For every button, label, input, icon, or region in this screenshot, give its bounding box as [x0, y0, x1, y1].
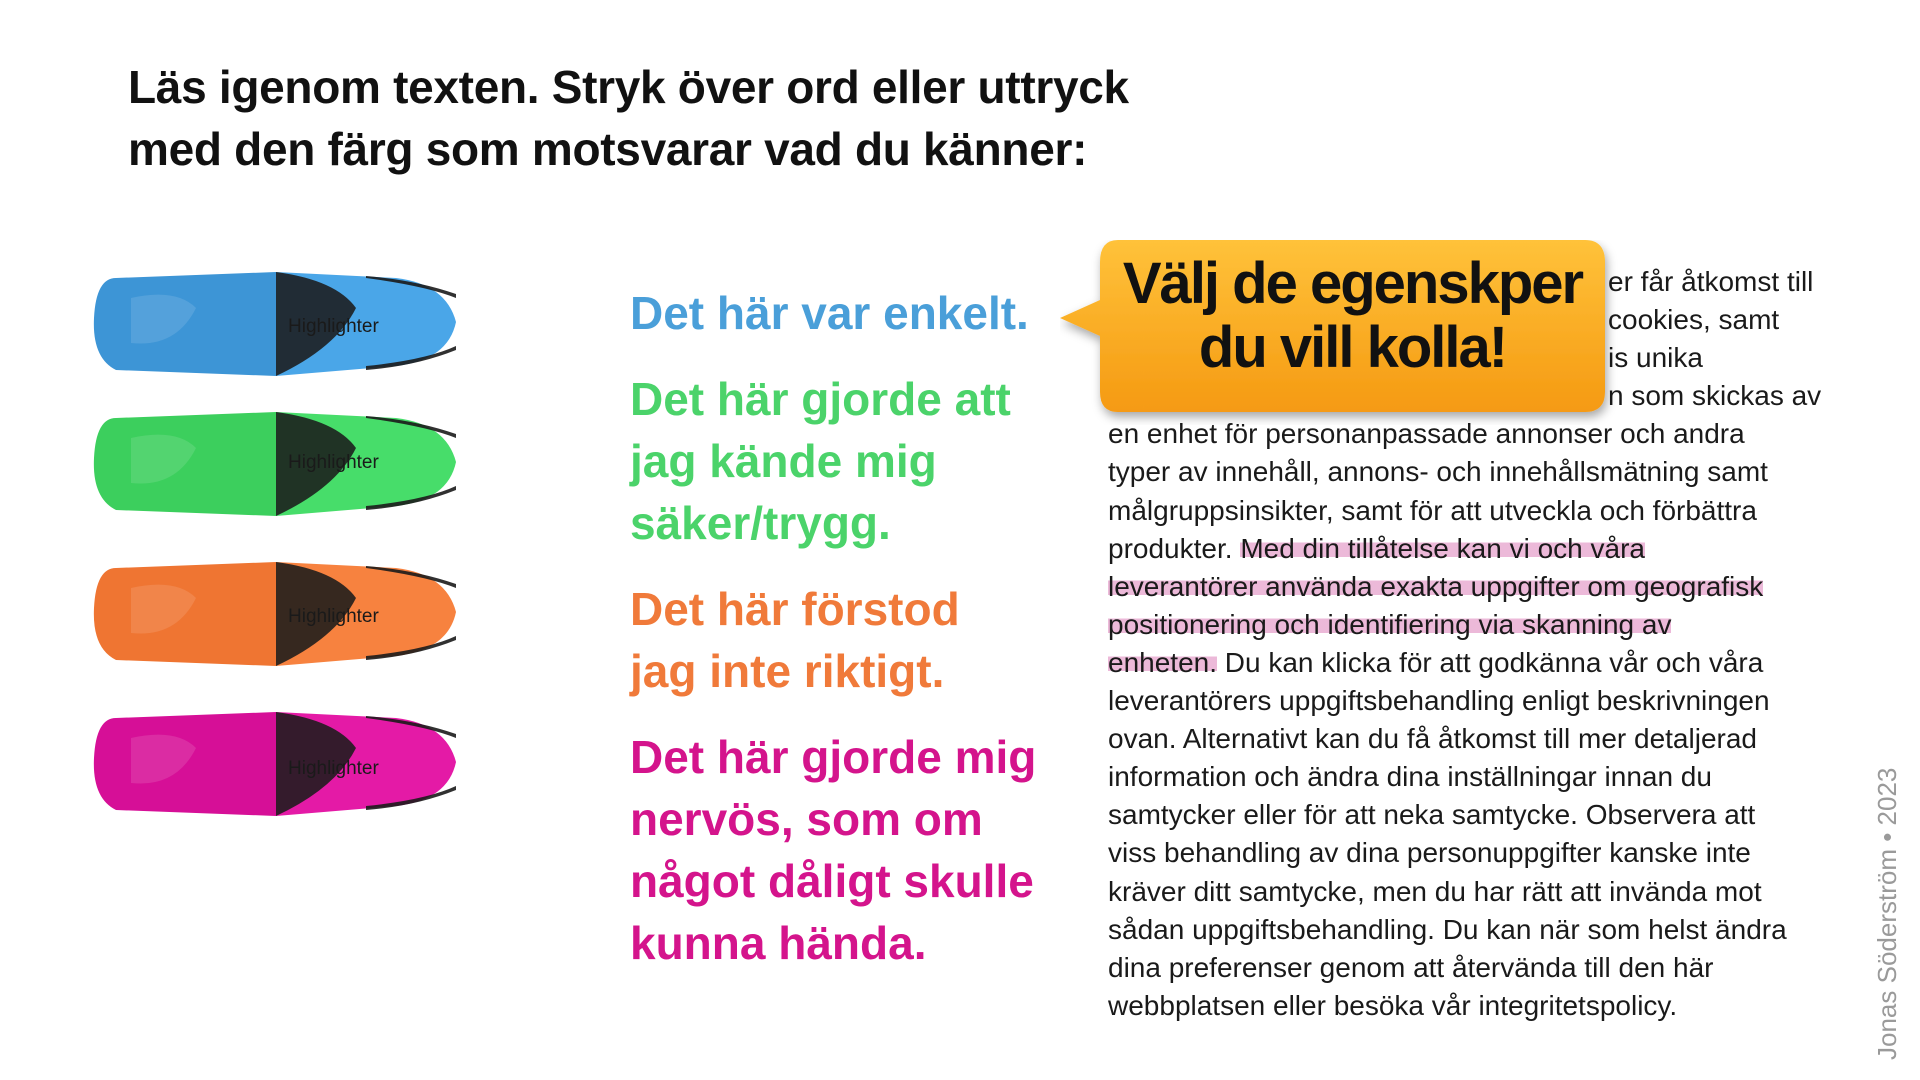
text-line: viss behandling av dina personuppgifter kanske inte	[1108, 837, 1751, 869]
text-line	[1108, 644, 1848, 682]
marker-label: Highlighter	[288, 758, 379, 779]
text-line: leverantörers uppgiftsbehandling enligt beskrivningen	[1108, 685, 1770, 717]
heading-line-2: med den färg som motsvarar vad du känner:	[128, 123, 1088, 175]
text-fragment: produkter.	[1108, 532, 1241, 564]
highlighted-text: positionering och identifiering via skanning av	[1108, 608, 1672, 640]
text-line: dina preferenser genom att återvända till den här	[1108, 951, 1714, 983]
legend-blue	[630, 282, 1070, 344]
highlighted-text: Med din tillåtelse kan vi och våra	[1240, 532, 1645, 564]
text-line	[1108, 530, 1848, 568]
highlighted-text: enheten.	[1108, 646, 1217, 678]
text-line: er får åtkomst till	[1608, 266, 1814, 297]
highlighted-text: leverantörer använda exakta uppgifter om geografisk	[1108, 570, 1764, 602]
text-line: information och ändra dina inställningar innan du	[1108, 761, 1712, 793]
text-line: cookies, samt	[1608, 304, 1780, 336]
legend-pink-line: nervös, som om	[630, 793, 983, 845]
heading-line-1: Läs igenom texten. Stryk över ord eller uttryck	[128, 61, 1129, 113]
legend-blue-line: Det här var enkelt.	[630, 287, 1029, 339]
text-line: is unika	[1608, 342, 1703, 374]
legend-green-line: Det här gjorde att	[630, 373, 1011, 425]
legend-pink	[630, 726, 1070, 974]
legend-pink-line: Det här gjorde mig	[630, 731, 1037, 783]
legend-green	[630, 368, 1070, 554]
text-line: kräver ditt samtycke, men du har rätt att invända mot	[1108, 875, 1762, 907]
marker-label: Highlighter	[288, 316, 379, 337]
highlighter-orange	[94, 562, 456, 666]
legend-orange	[630, 578, 1070, 702]
text-line: samtycker eller för att neka samtycke. Observera att	[1108, 799, 1756, 831]
callout-line-1: Välj de egenskper	[1122, 251, 1583, 316]
callout-bubble	[1100, 240, 1605, 415]
text-line: en enhet för personanpassade annonser och andra	[1108, 418, 1745, 450]
text-line: typer av innehåll, annons- och innehållsmätning samt	[1108, 456, 1768, 488]
text-fragment: Du kan klicka för att godkänna vår och våra	[1217, 646, 1764, 678]
text-line	[1108, 606, 1848, 644]
highlighter-pink	[94, 712, 456, 816]
text-line: webbplatsen eller besöka vår integritetspolicy.	[1108, 989, 1678, 1021]
marker-label: Highlighter	[288, 606, 379, 627]
color-legend	[630, 282, 1070, 998]
page-heading	[128, 56, 1228, 180]
marker-label: Highlighter	[288, 452, 379, 473]
legend-orange-line: Det här förstod	[630, 583, 960, 635]
callout-line-2: du vill kolla!	[1198, 315, 1507, 380]
legend-green-line: jag kände mig	[630, 435, 937, 487]
legend-pink-line: kunna hända.	[630, 917, 927, 969]
text-line: n som skickas av	[1608, 380, 1822, 412]
highlighter-blue	[94, 272, 456, 376]
text-line	[1108, 568, 1848, 606]
text-line: ovan. Alternativt kan du få åtkomst till mer detaljerad	[1108, 723, 1757, 755]
legend-green-line: säker/trygg.	[630, 497, 891, 549]
text-line: målgruppsinsikter, samt för att utveckla och förbättra	[1108, 494, 1757, 526]
highlighter-green	[94, 412, 456, 516]
callout-text	[1100, 252, 1605, 380]
legend-orange-line: jag inte riktigt.	[630, 645, 945, 697]
text-line: sådan uppgiftsbehandling. Du kan när som helst ändra	[1108, 913, 1787, 945]
highlighter-markers-illustration	[36, 258, 596, 938]
legend-pink-line: något dåligt skulle	[630, 855, 1034, 907]
author-credit: Jonas Söderström • 2023	[1872, 767, 1902, 1060]
